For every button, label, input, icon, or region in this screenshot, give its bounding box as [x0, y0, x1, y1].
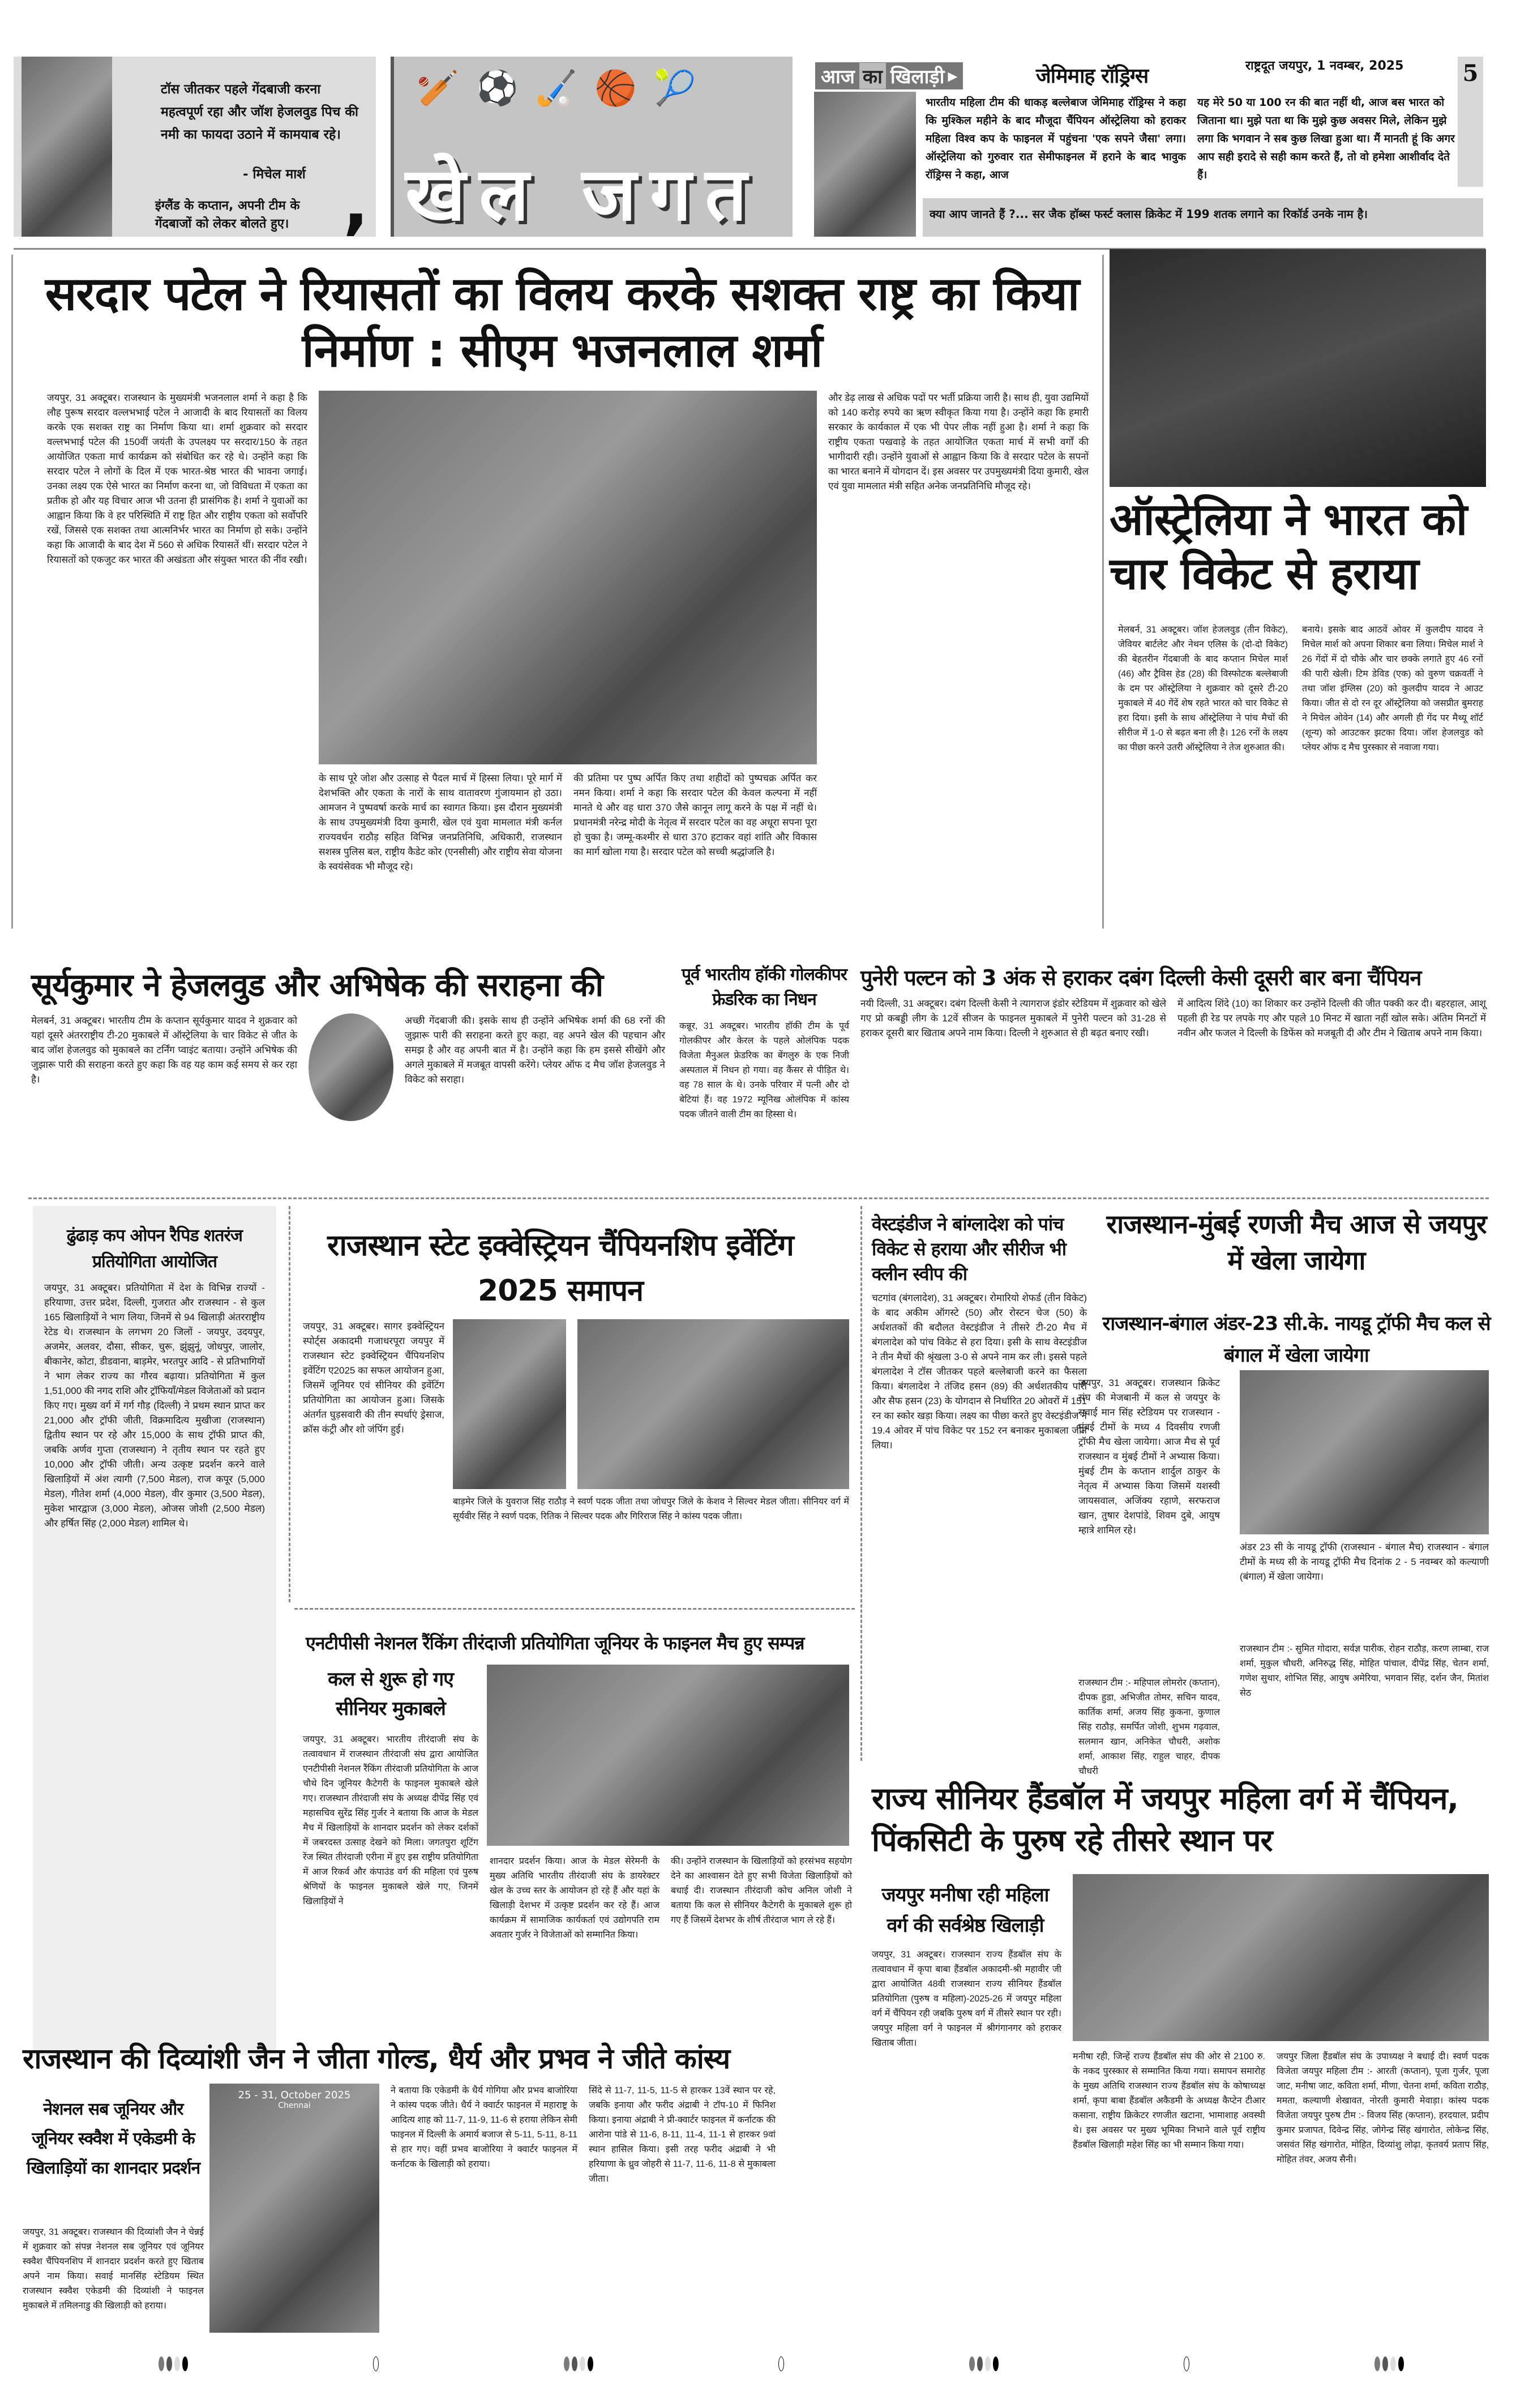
label-aaj: आज: [821, 66, 855, 88]
crosshair-icon: [778, 2356, 784, 2371]
kabaddi-col1: नयी दिल्ली, 31 अक्टूबर। दबंग दिल्ली केसी ने त्यागराज इंडोर स्टेडियम में शुक्रवार को खेले गए प्रो कबड्डी लीग के 12वें सीजन के फाइनल मुकाबले में पुनेरी पल्टन को 31-28 से हराकर दूसरी बार खिताब अपने नाम किया। दिल्ली ने शुरुआत से ही बढ़त बनाए रखी।: [860, 998, 1166, 1038]
lead-col4: और डेढ़ लाख से अधिक पदों पर भर्ती प्रक्रिया जारी है। साथ ही, युवा उद्यमियों को 140 करोड़ रुपये का ऋण स्वीकृत किया गया है। उन्होंने कहा कि हमारी सरकार के कार्यकाल में एक भी पेपर लीक नहीं हुआ है। शर्मा ने कहा कि राष्ट्रीय एकता पखवाड़े के तहत आयोजित एकता मार्च में सभी वर्गों की भागीदारी रही। उन्होंने युवाओं से आह्वान किया कि वे सरदार पटेल के सपनों का भारत बनाने में योगदान दें। इस अवसर पर उपमुख्यमंत्री दिया कुमारी, खेल एवं युवा मामलात मंत्री सहित अनेक जनप्रतिनिधि मौजूद रहे।: [828, 392, 1089, 491]
ranji-continuation: अंडर 23 सी के नायडू ट्रॉफी (राजस्थान - बंगाल मैच) राजस्थान - बंगाल टीमों के मध्य सी के नायडू ट्रॉफी मैच दिनांक 2 - 5 नवम्बर को कल्याणी (बंगाल) में खेला जायेगा।: [1240, 1542, 1489, 1582]
handball-col2: मनीषा रही, जिन्हें राज्य हैंडबॉल संघ की ओर से 2100 रु. के नकद पुरस्कार से सम्मानित किया गया। समापन समारोह के मुख्य अतिथि राजस्थान राज्य हैंडबॉल संघ के कोषाध्यक्ष शर्मा, कृपा बाबा हैंडबॉल अकैडमी के अध्यक्ष कैप्टेन टीआर कसाना, राष्ट्रीय क्रिकेटर रणजीत खटाना, भामाशाह अवस्थी थे। इस अवसर पर मुख्य भूमिका निभाने वाले पूर्व राष्ट्रीय हैंडबॉल खिलाड़ी महेश सिंह का भी सम्मान किया गया।: [1073, 2052, 1265, 2150]
archery-photo: [487, 1665, 849, 1846]
wi-headline: वेस्टइंडीज ने बांग्लादेश को पांच विकेट से हराया और सीरीज भी क्लीन स्वीप की: [872, 1213, 1066, 1285]
australia-celebration-photo: [1110, 249, 1486, 487]
quote-caption: इंग्लैंड के कप्तान, अपनी टीम के गेंदबाजों को लेकर बोलते हुए।: [155, 199, 300, 231]
lead-story: [11, 255, 1104, 929]
player-label: [815, 62, 963, 89]
color-bars-icon: [564, 2356, 593, 2371]
lead-col2: के साथ पूरे जोश और उत्साह से पैदल मार्च में हिस्सा लिया। पूरे मार्ग में देशभक्ति और एकता के नारों के साथ वातावरण गुंजायमान हो उठा। आमजन ने पुष्पवर्षा करके मार्च का स्वागत किया। इस दौरान मुख्यमंत्री के साथ उपमुख्यमंत्री दिया कुमारी, खेल एवं युवा मामलात मंत्री कर्नल राज्यवर्धन राठौड़ सहित विभिन्न जनप्रतिनिधि, अधिकारी, राजस्थान सशस्त्र पुलिस बल, राष्ट्रीय कैडेट कोर (एनसीसी) और राष्ट्रीय सेवा योजना के स्वयंसेवक भी मौजूद रहे।: [319, 773, 562, 872]
player-text-col2: यह मेरे 50 या 100 रन की बात नहीं थी, आज बस भारत को जिताना था। मुझे पता था कि मुझे कुछ अवसर मिले, लेकिन मुझे लगा कि भगवान ने सब कुछ लिखा हुआ था। मैं मानती हूं कि अगर आप सही इरादे से सही काम करते हैं, तो वो हमेशा आशीर्वाद देते हैं।: [1197, 96, 1455, 181]
equestrian-divider: [294, 1608, 855, 1610]
lead-col1: जयपुर, 31 अक्टूबर। राजस्थान के मुख्यमंत्री भजनलाल शर्मा ने कहा है कि लौह पुरूष सरदार वल्लभभाई पटेल ने आजादी के बाद रियासतों का विलय करके एक सशक्त राष्ट्र का निर्माण किया था। शर्मा शुक्रवार को सरदार वल्लभभाई पटेल की 150वीं जयंती के उपलक्ष्य पर सरदार/150 के तहत आयोजित एकता मार्च कार्यक्रम को संबोधित कर रहे थे। उन्होंने कहा कि सरदार पटेल ने लोगों के दिल में एक भारत-श्रेष्ठ भारत की भावना जगाई। उनका लक्ष्य एक ऐसे भारत का निर्माण करना था, जो विविधता में एकता का प्रतीक हो और यह विचार आज भी उतना ही प्रासंगिक है। शर्मा ने युवाओं का आह्वान किया कि वे हर परिस्थिति में राष्ट्र हित और राष्ट्रीय एकता को सर्वोपरि रखें, जिससे एक सशक्त तथा आत्मनिर्भर भारत का निर्माण हो सके। उन्होंने कहा कि आजादी के बाद देश में 560 से अधिक रियासतें थीं। सरदार पटेल ने रियासतों को एकजुट कर भारत की अखंडता और संयुक्त भारत की नींव रखी।: [47, 392, 307, 565]
equestrian-caption: बाड़मेर जिले के युवराज सिंह राठौड़ ने स्वर्ण पदक जीता तथा जोधपुर जिले के केशव ने सिल्वर मेडल जीता। सीनियर वर्ग में सूर्यवीर सिंह ने स्वर्ण पदक, रितिक ने सिल्वर पदक और गिरिराज सिंह ने कांस्य पदक जीता।: [453, 1497, 849, 1521]
photo-banner-text: 25 - 31, October 2025: [238, 2089, 351, 2101]
sports-icons: 🏏⚽🏑🏀🎾: [417, 69, 713, 108]
archery-col2: शानदार प्रदर्शन किया। आज के मेडल सेरेमनी के मुख्य अतिथि भारतीय तीरंदाजी संघ के डायरेक्टर खेल के उच्च स्तर के आयोजन हो रहे हैं और यहां के खिलाड़ी देशभर में उत्कृष्ट प्रदर्शन कर रहे हैं। आज कार्यक्रम में सामाजिक कार्यकर्ता एवं उद्योगपति राम अवतार गुर्जर ने विजेताओं को सम्मानित किया।: [490, 1857, 659, 1940]
photo-location-text: Chennai: [278, 2101, 311, 2110]
player-of-day: [798, 57, 1483, 237]
equestrian-headline: राजस्थान स्टेट इक्वेस्ट्रियन चैंपियनशिप इवेंटिंग 2025 समापन: [327, 1229, 794, 1308]
lead-headline: सरदार पटेल ने रियासतों का विलय करके सशक्त राष्ट्र का किया निर्माण : सीएम भजनलाल शर्मा: [45, 267, 1080, 378]
aus-headline: ऑस्ट्रेलिया ने भारत को चार विकेट से हराया: [1110, 494, 1467, 600]
color-bars-icon: [1374, 2356, 1404, 2371]
quote-box: [14, 57, 376, 243]
kabaddi-col2: में आदित्य शिंदे (10) का शिकार कर उन्होंने दिल्ली की जीत पक्की कर दी। बहरहाल, आशू पहली ही रेड पर लपके गए और पहले 10 मिनट में खाता नहीं खोल सके। अंतिम मिनटों में नवीन और फजल ने दिल्ली के डिफेंस को मजबूती दी और टीम ने खिताब अपने नाम किया।: [1177, 998, 1486, 1038]
equestrian-winners-photo: [577, 1319, 849, 1489]
col-divider-2: [860, 1206, 862, 1761]
mitchell-marsh-photo: [22, 57, 112, 237]
jemimah-photo-main: [814, 92, 916, 237]
hockey-body: कन्नूर, 31 अक्टूबर। भारतीय हॉकी टीम के पूर्व गोलकीपर और केरल के पहले ओलंपिक पदक विजेता मैनुअल फ्रेडरिक का बेंगलुरु के एक निजी अस्पताल में निधन हो गया। वह कैंसर से पीड़ित थे। वह 78 साल के थे। उनके परिवार में पत्नी और दो बेटियां हैं। वह 1972 म्यूनिख ओलंपिक में कांस्य पदक जीतने वाली टीम का हिस्सा थे।: [679, 1021, 849, 1119]
surya-headline: सूर्यकुमार ने हेजलवुड और अभिषेक की सराहना की: [31, 967, 603, 1004]
registration-marks: [159, 2355, 1404, 2372]
dateline: राष्ट्रदूत जयपुर, 1 नवम्बर, 2025: [1245, 59, 1404, 73]
squash-headline: राजस्थान की दिव्यांशी जैन ने जीता गोल्ड, धैर्य और प्रभव ने जीते कांस्य: [23, 2042, 730, 2075]
equestrian-body: जयपुर, 31 अक्टूबर। सागर इक्वेस्ट्रियन स्पोर्ट्स अकादमी गजाधरपूरा जयपुर में राजस्थान स्टेट इक्वेस्ट्रियन चैंपियनशिप इवेंटिंग ए2025 का सफल आयोजन हुआ, जिसमें जूनियर एवं सीनियर की इवेंटिंग प्रतियोगिता का आयोजन हुआ। जिसके अंतर्गत घुड़सवारी की तीन स्पर्धाएं ड्रेसाज, क्रॉस कंट्री और शो जंपिंग हुई।: [303, 1321, 444, 1435]
player-text-col1: भारतीय महिला टीम की धाकड़ बल्लेबाज जेमिमाह रॉड्रिग्स ने कहा कि मुश्किल महीने के बाद मौजूदा चैंपियन ऑस्ट्रेलिया को हराकर महिला विश्व कप के फाइनल में पहुंचना 'एक सपने जैसा' लगा। ऑस्ट्रेलिया को गुरुवार रात सेमीफाइनल में हराने के बाद भावुक रॉड्रिग्स ने कहा, आज: [926, 96, 1186, 181]
chess-box: [33, 1206, 276, 2055]
wi-body: चटगांव (बंगलादेश), 31 अक्टूबर। रोमारियो शेफर्ड (तीन विकेट) के बाद अकीम ऑगस्टे (50) और रोस्टन चेज (50) के अर्धशतकों की बदौलत वेस्टइंडीज ने तीसरे टी-20 मैच में बंगलादेश को पांच विकेट से हरा दिया। इसी के साथ वेस्टइंडीज ने तीन मैचों की श्रृंखला 3-0 से अपने नाम कर ली। इससे पहले बंगलादेश ने टॉस जीतकर पहले बल्लेबाजी करने का फैसला किया। बंगलादेश ने तंजिद हसन (89) की अर्धशतकीय पारी और सैफ हसन (23) के योगदान से निर्धारित 20 ओवरों में 151 रन का स्कोर खड़ा किया। लक्ष्य का पीछा करते हुए वेस्टइंडीज ने 19.4 ओवर में पांच विकेट पर 152 रन बनाकर मुकाबला जीत लिया।: [872, 1293, 1087, 1451]
handball-col1: जयपुर, 31 अक्टूबर। राजस्थान राज्य हैंडबॉल संघ के तत्वावधान में कृपा बाबा हैंडबॉल अकादमी-श्री महावीर जी द्वारा आयोजित 48वी राजस्थान राज्य सीनियर हैंडबॉल प्रतियोगिता (पुरुष व महिला)-2025-26 में जयपुर महिला वर्ग में चैंपियन रही जबकि पुरुष वर्ग में तीसरे स्थान पर रही। जयपुर महिला वर्ग ने फाइनल में श्रीगंगानगर को हराकर खिताब जीता।: [872, 1950, 1061, 2048]
hockey-headline: पूर्व भारतीय हॉकी गोलकीपर फ्रेडरिक का निधन: [681, 965, 847, 1010]
handball-col3: जयपुर जिला हैंडबॉल संघ के उपाध्यक्ष ने बधाई दी। स्वर्ण पदक विजेता जयपुर महिला टीम :- आरती (कप्तान), पूजा गुर्जर, पूजा जाट, मनीषा जाट, कविता शर्मा, मीणा, चेतना शर्मा, कविता राठौड़, ममता, कल्याणी शेखावत, नोरती कुमारी मेवाड़ा। कांस्य पदक विजेता जयपुर पुरुष टीम :- विजय सिंह (कप्तान), हरदयाल, प्रदीप कुमार प्रजापत, दिवेन्द्र सिंह, जोगेन्द्र सिंह खंगारोत, लोकेन्द्र सिंह, जसवंत सिंह खंगारोत, मोहित, दिव्यांशु लोढ़ा, कृतवर्य प्रताप सिंह, मोहित तंवर, अजय सैनी।: [1277, 2052, 1489, 2165]
play-arrow-icon: ▸: [948, 65, 958, 87]
horse-jump-photo: [453, 1319, 566, 1489]
suryakumar-photo: [309, 1013, 393, 1121]
quote-mark-icon: ,: [343, 164, 369, 243]
ranji-subhead: राजस्थान-बंगाल अंडर-23 सी.के. नायडू ट्रॉफी मैच कल से बंगाल में खेला जायेगा: [1102, 1312, 1491, 1367]
did-you-know-box: [923, 198, 1483, 237]
aus-col2: बनाये। इसके बाद आठवें ओवर में कुलदीप यादव ने मिचेल मार्श को अपना शिकार बना लिया। मिचेल मार्श ने 26 गेंदों में दो चौके और चार छक्के लगाते हुए 46 रनों की पारी खेली। टिम डेविड (एक) को वुरुण चक्रवर्ती ने तथा जॉश इंग्लिस (20) को कुलदीप यादव ने आउट किया। जीत से दो रन दूर ऑस्ट्रेलिया को जसप्रीत बुमराह ने मिचेल ओवेन (14) और अगली ही गेंद पर मैथ्यू शॉर्ट (शून्य) को आउटकर झटका दिया। जॉश हेजलवुड को प्लेयर ऑफ द मैच पुरस्कार से नवाजा गया।: [1302, 625, 1483, 752]
chess-body: जयपुर, 31 अक्टूबर। प्रतियोगिता में देश के विभिन्न राज्यों - हरियाणा, उत्तर प्रदेश, दिल्ली, गुजरात और राजस्थान - से कुल 165 खिलाड़ियों ने भाग लिया, जिनमें से 94 खिलाड़ी अंतरराष्ट्रीय रेटेड थे। राजस्थान के लगभग 20 जिलों - जयपुर, उदयपुर, अजमेर, अलवर, दौसा, सीकर, चुरू, झुंझुनूं, जोधपुर, जालोर, बीकानेर, कोटा, डीडवाना, बाड़मेर, भरतपुर आदि - से प्रतिभागियों ने भाग लेकर राज्य का गौरव बढ़ाया। प्रतियोगिता में कुल 1,51,000 की नगद राशि और ट्रॉफियाँ/मेडल विजेताओं को प्रदान किए गए। मुख्य वर्ग में गर्ग गौड़ (दिल्ली) ने प्रथम स्थान प्राप्त कर 21,000 और ट्रॉफी जीती, विक्रमादित्य मुखीजा (राजस्थान) द्वितीय स्थान पर रहे और 15,000 के साथ ट्रॉफी प्राप्त की, जबकि अर्णव गुप्ता (राजस्थान) ने तृतीय स्थान पर रहते हुए 10,000 और ट्रॉफी जीती। अन्य उत्कृष्ट प्रदर्शन करने वाले खिलाड़ियों में अंश त्यागी (7,500 मेडल), राज कपूर (5,000 मेडल), गीतेश शर्मा (4,000 मेडल), वीर कुमार (3,500 मेडल), मुकेश भारद्वाज (3,000 मेडल), ओजस जोशी (2,500 मेडल) और हर्षित सिंह (2,000 मेडल) शामिल थे।: [44, 1282, 265, 1529]
row-divider: [28, 1197, 1489, 1199]
ranji-practice-photo: [1240, 1370, 1489, 1534]
archery-col1: जयपुर, 31 अक्टूबर। भारतीय तीरंदाजी संघ के तत्वावधान में राजस्थान तीरंदाजी संघ द्वारा आयोजित एनटीपीसी नेशनल रैंकिंग तीरंदाजी प्रतियोगिता के आज चौथे दिन जूनियर कैटेगरी के फाइनल मुकाबले खेले गए। राजस्थान तीरंदाजी संघ के अध्यक्ष दीपेंद्र सिंह एवं महासचिव सुरेंद्र सिंह गुर्जर ने बताया कि आज के मेडल मैच में खिलाड़ियों के शानदार प्रदर्शन को लेकर दर्शकों में जबरदस्त उत्साह देखने को मिला। जगतपुरा शूटिंग रेंज स्थित तीरंदाजी एरीना में हुए इस राष्ट्रीय प्रतियोगिता में आज रिकर्व और कंपाउंड वर्ग की महिला एवं पुरुष श्रेणियों के फाइनल मुकाबले खेले गए, जिनमें खिलाड़ियों ने: [303, 1735, 478, 1906]
color-bars-icon: [159, 2356, 188, 2371]
quote-text: टॉस जीतकर पहले गेंदबाजी करना महत्वपूर्ण रहा और जॉश हेजलवुड पिच की नमी का फायदा उठाने में कामयाब रहे।: [161, 82, 358, 142]
handball-headline: राज्य सीनियर हैंडबॉल में जयपुर महिला वर्ग में चैंपियन, पिंकसिटी के पुरुष रहे तीसरे स्थान पर: [872, 1781, 1458, 1858]
label-khiladi: खिलाड़ी: [890, 66, 945, 88]
archery-headline: एनटीपीसी नेशनल रैंकिंग तीरंदाजी प्रतियोगिता जूनियर के फाइनल मैच हुए सम्पन्न: [306, 1632, 804, 1654]
squash-col2: ने बताया कि एकेडमी के धैर्य गोगिया और प्रभव बाजोरिया ने कांस्य पदक जीते। धैर्य ने क्वार्टर फाइनल में महाराष्ट्र के आदित्य शाह को 11-7, 11-9, 11-6 से हराया लेकिन सेमी फाइनल में दिल्ली के अमार्य बजाज से 5-11, 5-11, 8-11 से हार गए। वहीं प्रभव बाजोरिया ने क्वार्टर फाइनल में कर्नाटक के खिलाड़ी को हराया।: [391, 2086, 577, 2169]
crosshair-icon: [1184, 2356, 1189, 2371]
handball-team-photo: [1073, 1874, 1489, 2041]
color-bars-icon: [969, 2356, 999, 2371]
squash-col3: सिंदे से 11-7, 11-5, 11-5 से हारकर 13वें स्थान पर रहे, जबकि इनाया और फरीद अंद्राबी ने टॉप-10 में फिनिश किया। इनाया अंद्राबी ने प्री-क्वार्टर फाइनल में कर्नाटक की आरोना पांडे से 11-6, 8-11, 11-4, 11-1 से हारकर 9वां स्थान हासिल किया। इसी तरह फरीद अंद्राबी ने भी हरियाणा के ध्रुव जोहरी से 11-7, 11-6, 11-8 से मुकाबला जीता।: [589, 2086, 776, 2184]
label-ka: का: [859, 63, 886, 89]
archery-subhead: कल से शुरू हो गए सीनियर मुकाबले: [328, 1668, 453, 1720]
handball-subhead: जयपुर मनीषा रही महिला वर्ग की सर्वश्रेष्ठ खिलाड़ी: [881, 1884, 1049, 1937]
ranji-headline: राजस्थान-मुंबई रणजी मैच आज से जयपुर में खेला जायेगा: [1106, 1209, 1487, 1276]
kabaddi-headline: पुनेरी पल्टन को 3 अंक से हराकर दबंग दिल्ली केसी दूसरी बार बना चैंपियन: [860, 965, 1421, 990]
archery-col3: की। उन्होंने राजस्थान के खिलाड़ियों को हरसंभव सहयोग देने का आश्वासन देते हुए सभी विजेता खिलाड़ियों को बधाई दी। राजस्थान तीरंदाजी कोच अनिल जोशी ने बताया कि कल से सीनियर कैटेगरी के मुकाबले शुरू हो गए हैं जिसमें देशभर के शीर्ष तीरंदाज भाग ले रहे हैं।: [671, 1857, 852, 1925]
aus-col1: मेलबर्न, 31 अक्टूबर। जॉश हेजलवुड (तीन विकेट), जेवियर बार्टलेट और नेथन एलिस के (दो-दो विकेट) की बेहतरीन गेंदबाजी के बाद कप्तान मिचेल मार्श (46) और ट्रैविस हेड (28) की विस्फोटक बल्लेबाजी के दम पर ऑस्ट्रेलिया ने शुक्रवार को दूसरे टी-20 मुकाबले में 40 गेंदें शेष रहते भारत को चार विकेट से हरा दिया। इसी के साथ ऑस्ट्रेलिया ने पांच मैचों की सीरीज में 1-0 से बढ़त बना ली है। 126 रनों के लक्ष्य का पीछा करने उतरी ऑस्ट्रेलिया ने तेज शुरुआत की।: [1118, 625, 1288, 752]
squash-subhead: नेशनल सब जूनियर और जूनियर स्क्वैश में एकेडमी के खिलाड़ियों का शानदार प्रदर्शन: [26, 2099, 200, 2178]
surya-col2: अच्छी गेंदबाजी की। इसके साथ ही उन्होंने अभिषेक शर्मा की 68 रनों की जुझारू पारी की सराहना करते हुए कहा, वह अपने खेल की पहचान और समझ है और वह अपनी बात में है। उन्होंने कहा कि हम इससे सीखेंगे और अगले मुकाबले में मजबूत वापसी करेंगे। प्लेयर ऑफ द मैच जॉश हेजलवुड ने विकेट को सराहा।: [405, 1015, 665, 1085]
ranji-team-rajasthan: राजस्थान टीम :- महिपाल लोमरोर (कप्तान), दीपक हुडा, अभिजीत तोमर, सचिन यादव, कार्तिक शर्मा, अजय सिंह कुकना, कुणाल सिंह राठौड़, समर्पित जोशी, शुभम गढ़वाल, सलमान खान, अनिकेत चौधरी, अशोक शर्मा, आकाश सिंह, राहुल चाहर, दीपक चौधरी: [1078, 1678, 1220, 1776]
ranji-team-u23: राजस्थान टीम :- सुमित गोदारा, सर्वज्ञ पारीक, रोहन राठौड़, करण लाम्बा, राज शर्मा, मुकुल चौधरी, अनिरुद्ध सिंह, मोहित पांचाल, दीपेंद्र सिंह, चेतन शर्मा, गणेश सुथार, शोभित सिंह, आयुष अमेरिया, भगवान सिंह, दर्शन जैन, मितांश सेठ: [1240, 1644, 1489, 1698]
surya-col1: मेलबर्न, 31 अक्टूबर। भारतीय टीम के कप्तान सूर्यकुमार यादव ने शुक्रवार को यहां दूसरे अंतरराष्ट्रीय टी-20 मुकाबले में ऑस्ट्रेलिया के चार विकेट से जीत के बाद जॉश हेजलवुड को मुकाबले का टर्निंग प्वाइंट बताया। उन्होंने अभिषेक की जुझारू पारी की सराहना करते हुए कहा कि वह यह काम कई समय से कर रहा है।: [31, 1015, 297, 1085]
section-masthead: [391, 57, 793, 237]
crosshair-icon: [373, 2356, 379, 2371]
ranji-body: जयपुर, 31 अक्टूबर। राजस्थान क्रिकेट संघ की मेजबानी में कल से जयपुर के सवाई मान सिंह स्टेडियम पर राजस्थान - मुंबई टीमों के मध्य 4 दिवसीय रणजी ट्रॉफी मैच खेला जायेगा। आज मैच से पूर्व राजस्थान व मुंबई टीमों ने अभ्यास किया। मुंबई टीम के कप्तान शार्दुल ठाकुर के नेतृत्व में अभ्यास किया जिसमें यशस्वी जायसवाल, अजिंक्य रहाणे, सरफराज खान, तुषार देशपांडे, शिवम दुबे, आयुष म्हात्रे शामिल रहे।: [1078, 1378, 1220, 1536]
page-number: 5: [1462, 60, 1479, 87]
did-you-know-text: क्या आप जानते हैं ?... सर जैक हॉब्स फर्स्ट क्लास क्रिकेट में 199 शतक लगाने का रिकॉर्ड उनके नाम है।: [930, 207, 1368, 221]
squash-col1: जयपुर, 31 अक्टूबर। राजस्थान की दिव्यांशी जैन ने चेन्नई में शुक्रवार को संपन्न नेशनल सब जूनियर एवं जूनियर स्क्वैश चैंपियनशिप में शानदार प्रदर्शन करते हुए खिताब अपने नाम किया। सवाई मानसिंह स्टेडियम स्थित राजस्थान स्क्वैश एकेडमी की दिव्यांशी ने फाइनल मुकाबले में तमिलनाडु की खिलाड़ी को हराया।: [23, 2227, 204, 2311]
ekta-march-photo: [319, 391, 817, 764]
lead-col3: की प्रतिमा पर पुष्प अर्पित किए तथा शहीदों को पुष्पचक्र अर्पित कर नमन किया। शर्मा ने कहा कि सरदार पटेल की केवल कल्पना में नहीं मानते थे और वह धारा 370 जैसे कानून लागू करने के पक्ष में नहीं थे। प्रधानमंत्री नरेन्द्र मोदी के नेतृत्व में सरदार पटेल का वह अधूरा सपना पूरा हो चुका है। जम्मू-कश्मीर से धारा 370 हटाकर वहां शांति और विकास का मार्ग खोला गया है। सरदार पटेल को सच्ची श्रद्धांजलि है।: [573, 773, 817, 857]
player-name: जेमिमाह रॉड्रिग्स: [1036, 65, 1149, 88]
section-title: खेल जगत: [405, 151, 761, 237]
squash-medalists-photo: [209, 2084, 379, 2333]
col-divider-1: [289, 1206, 290, 1602]
page-number-box: [1458, 57, 1483, 187]
quote-attribution: - मिचेल मार्श: [243, 167, 306, 182]
chess-headline: ढुंढाड़ कप ओपन रैपिड शतरंज प्रतियोगिता आयोजित: [67, 1226, 242, 1272]
